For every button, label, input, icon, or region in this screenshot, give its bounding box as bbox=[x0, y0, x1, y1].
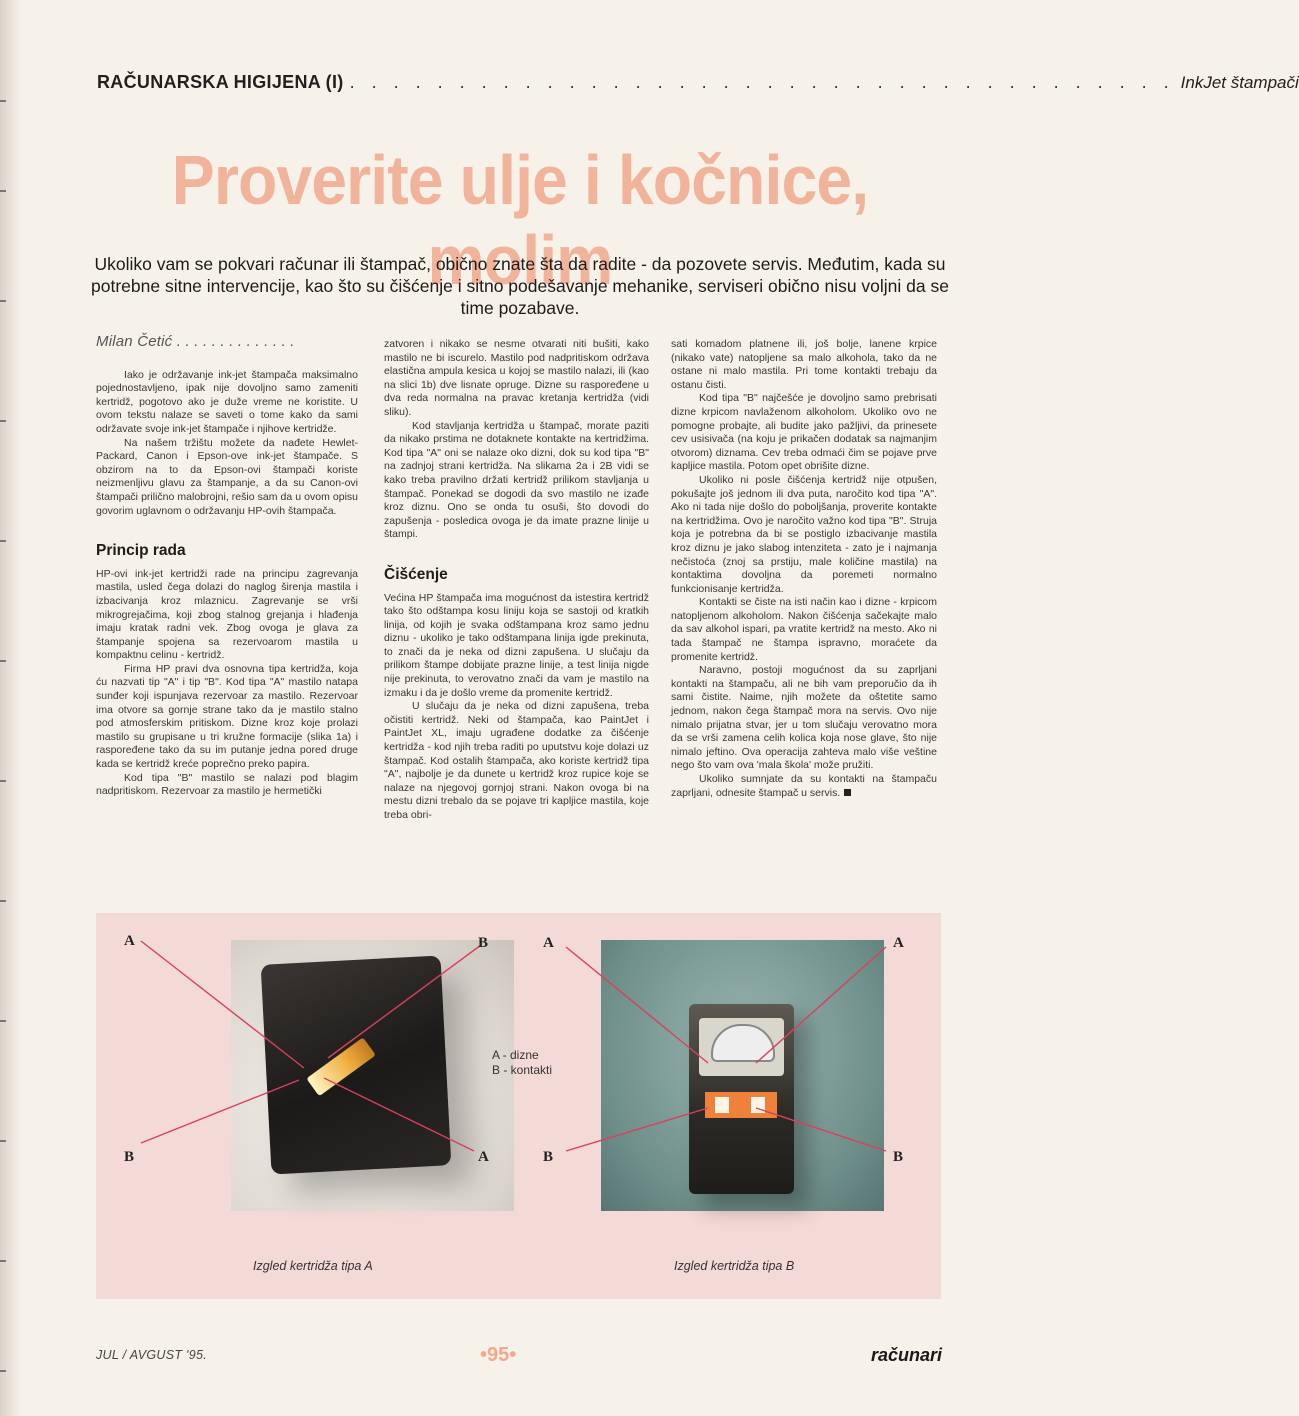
callout-line bbox=[756, 1108, 886, 1151]
paragraph bbox=[671, 773, 937, 800]
paragraph-text: Ukoliko sumnjate da su kontakti na štampaču zaprljani, odnesite štampač u servis. bbox=[671, 773, 937, 799]
column-3 bbox=[671, 338, 937, 800]
paragraph: Firma HP pravi dva osnovna tipa kertridža, koja ću nazvati tip "A" i tip "B". Kod tipa "A" mastilo natapa sunđer koji ispunjava rezervoar za mastilo. Rezervoar ima otvore sa gornje strane tako da je mastilo stalno pod atmosferskim pritiskom. Dizne kroz koje prolazi mastilo su grupisane u tri kružne formacije (slika 1a) i raspoređene tako da su im putanje jedna pored druge kada se kertridž kreće poprečno preko papira. bbox=[96, 662, 358, 771]
paragraph: U slučaju da je neka od dizni zapušena, treba očistiti kertridž. Neki od štampača, kao PaintJet i PaintJet XL, imaju ugrađene dodatke za čišćenje kertridža - kod njih treba raditi po uputstvu koje dolazi uz štampač. Kod ostalih štampača, ako koriste kertridž tipa "A", najbolje je da dunete u kertridž kroz rupice koje se nalaze na njegovoj gornjoj strani. Nakon ovoga bi na mestu dizni trebalo da se pojave tri kapljice mastila, koje treba obri- bbox=[384, 700, 649, 821]
caption-type-b: Izgled kertridža tipa B bbox=[674, 1259, 795, 1273]
callout-line bbox=[141, 941, 304, 1068]
section-heading-princip-rada: Princip rada bbox=[96, 542, 186, 560]
article-headline: Proverite ulje i kočnice, molim bbox=[171, 141, 869, 299]
figure-cartridges bbox=[96, 913, 941, 1299]
paragraph: Kod tipa "B" mastilo se nalazi pod blagim nadpritiskom. Rezervoar za mastilo je hermetički bbox=[96, 771, 358, 798]
paragraph: Kontakti se čiste na isti način kao i dizne - krpicom natopljenom alkoholom. Nakon čišćenja sačekajte malo da sav alkohol ispari, pa vratite kertridž na mesto. Ako ni tada štampač ne štampa ispravno, moraćete da promenite kertridž. bbox=[671, 596, 937, 663]
callout-label-b: B bbox=[893, 1149, 904, 1165]
caption-type-a: Izgled kertridža tipa A bbox=[253, 1259, 373, 1273]
callout-label-a: A bbox=[893, 935, 904, 951]
article-lead: Ukoliko vam se pokvari računar ili štampač, obično znate šta da radite - da pozovete servis. Međutim, kada su potrebne sitne intervencije, kao što su čišćenje i sitno podešavanje mehanike, serviseri obično nisu voljni da se time pozabave. bbox=[91, 254, 949, 318]
legend-item-dizne: A - dizne bbox=[492, 1048, 539, 1062]
paragraph: Iako je održavanje ink-jet štampača maksimalno pojednostavljeno, ipak nije dovoljno samo zameniti kertridž, pogotovo ako je duže vreme ne koristite. U ovom tekstu nalaze se saveti o tome kako da sami održavate svoje ink-jet štampače i njihove kertridže. bbox=[96, 368, 358, 435]
page-footer bbox=[96, 1346, 942, 1370]
author-byline: Milan Četić . . . . . . . . . . . . . . bbox=[96, 333, 295, 350]
paragraph: Kod tipa "B" najčešće je dovoljno samo prebrisati dizne krpicom navlaženom alkoholom. Ukoliko ovo ne pomogne probajte, ali budite jako pažljivi, da prinesete cev usisivača (na koju je prikačen dodatak sa najmanjim otvorom) diznama. Cev treba odmaći čim se pojave prve kapljice mastila. Potom opet obrišite dizne. bbox=[671, 392, 937, 473]
page-number: •95• bbox=[480, 1344, 517, 1366]
figure-legend bbox=[492, 1048, 552, 1078]
paragraph: Ukoliko ni posle čišćenja kertridž nije otpušen, pokušajte još jednom ili dva puta, naročito kod tipa "A". Ako ni tada nije došlo do poboljšanja, proverite kontakte na kertridžima. Ovo je naročito važno kod tipa "B". Struja koja je potrebna da bi se postiglo izbacivanje mastila kroz diznu je jako slabog intenziteta - zato je i najmanja nečistoća (znoj sa prstiju, male količine mastila) na kontaktima dovoljna da poremeti normalno funkcionisanje kertridža. bbox=[671, 473, 937, 595]
callout-line bbox=[141, 1080, 299, 1143]
callout-label-a: A bbox=[124, 933, 135, 949]
callout-label-b: B bbox=[543, 1149, 554, 1165]
paragraph: zatvoren i nikako se nesme otvarati niti bušiti, kako mastilo ne bi iscurelo. Mastilo pod nadpritiskom održava elastična ampula kesica u kojoj se mastilo nalazi, ili (kao na slici 1b) dve lisnate opruge. Dizne su raspoređene u dva reda normalna na pravac kretanja kertridža (vidi sliku). bbox=[384, 338, 649, 418]
page-binding-edge bbox=[0, 0, 22, 1416]
section-title: RAČUNARSKA HIGIJENA (I) bbox=[97, 72, 344, 92]
column-1 bbox=[96, 335, 358, 799]
callout-line bbox=[566, 1108, 708, 1151]
callout-line bbox=[566, 947, 708, 1063]
section-topic: InkJet štampači bbox=[1180, 73, 1299, 92]
callout-label-a: A bbox=[543, 935, 554, 951]
callout-label-a: A bbox=[478, 1149, 489, 1165]
callout-lines bbox=[96, 913, 941, 1299]
end-of-article-mark bbox=[844, 789, 851, 796]
issue-date: JUL / AVGUST '95. bbox=[96, 1348, 208, 1362]
paragraph: sati komadom platnene ili, još bolje, lanene krpice (nikako vate) natopljene sa malo alkohola, tako da ne ostane ni malo mastila. Pri tome kontakti trebaju da ostanu čisti. bbox=[671, 338, 937, 391]
paragraph: Na našem tržištu možete da nađete Hewlet-Packard, Canon i Epson-ove ink-jet štampače. S obzirom na to da Epson-ovi štampači koriste neizmenljivu glavu za štampanje, a da su Canon-ovi štampači prilično malobrojni, rešio sam da u ovom opisu govorim uglavnom o održavanju HP-ovih štampača. bbox=[96, 436, 358, 517]
callout-line bbox=[328, 945, 481, 1058]
section-heading-ciscenje: Čišćenje bbox=[384, 565, 448, 583]
section-header bbox=[97, 72, 1299, 100]
legend-item-kontakti: B - kontakti bbox=[492, 1063, 553, 1077]
magazine-brand: računari bbox=[870, 1345, 942, 1365]
column-2 bbox=[384, 338, 649, 823]
callout-line bbox=[324, 1078, 474, 1151]
paragraph: HP-ovi ink-jet kertridži rade na principu zagrevanja mastila, usled čega dolazi do naglog širenja mastila i izbacivanja kroz mlaznicu. Zagrevanje se vrši mikrogrejačima, koji zbog stalnog grejanja i hlađenja imaju kratak radni vek. Zbog ovoga je glava za štampanje spojena sa rezervoarom mastila u kompaktnu celinu - kertridž. bbox=[96, 567, 358, 662]
paragraph: Većina HP štampača ima mogućnost da istestira kertridž tako što odštampa kosu liniju koja se sastoji od kratkih linija, od kojih je svaka odštampana kroz samo jednu diznu - ukoliko je tako odštampana linija igde prekinuta, to znači da je neka od dizni zapušena. U slučaju da prilikom štampe dobijate prazne linije, a test linija nigde nije prekinuta, to verovatno znači da vam je mastilo na izmaku i da je došlo vreme da promenite kertridž. bbox=[384, 591, 649, 699]
callout-label-b: B bbox=[478, 935, 489, 951]
callout-line bbox=[756, 947, 886, 1063]
paragraph: Kod stavljanja kertridža u štampač, morate paziti da nikako prstima ne dotaknete kontakte na kertridžima. Kod tipa "A" oni se nalaze oko dizni, dok su kod tipa "B" na zadnjoj strani kertridža. Na slikama 2a i 2B vidi se kako treba pravilno držati kertridž prilikom stavljanja u štampač. Ponekad se dogodi da svo mastilo ne izađe kroz diznu. Ono se onda tu osuši, što dovodi do zapušenja - posledica ovoga je da imate prazne linije u štampi. bbox=[384, 419, 649, 541]
section-dot-leader: . . . . . . . . . . . . . . . . . . . . . . . . . . . . . . . . . . . . . . bbox=[349, 72, 1175, 92]
callout-label-b: B bbox=[124, 1149, 135, 1165]
paragraph: Naravno, postoji mogućnost da su zaprljani kontakti na štampaču, ali ne bih vam preporučio da ih sami čistite. Naime, njih možete da oštetite samo jednom, nakon čega štampač mora na servis. Ovo nije nimalo prijatna stvar, jer u tom slučaju verovatno mora da se vrši zamena celih kolica koja nose glave, što nije nimalo jeftino. Ova operacija zahteva malo više veštine nego što vam ova 'mala škola' može pružiti. bbox=[671, 664, 937, 772]
